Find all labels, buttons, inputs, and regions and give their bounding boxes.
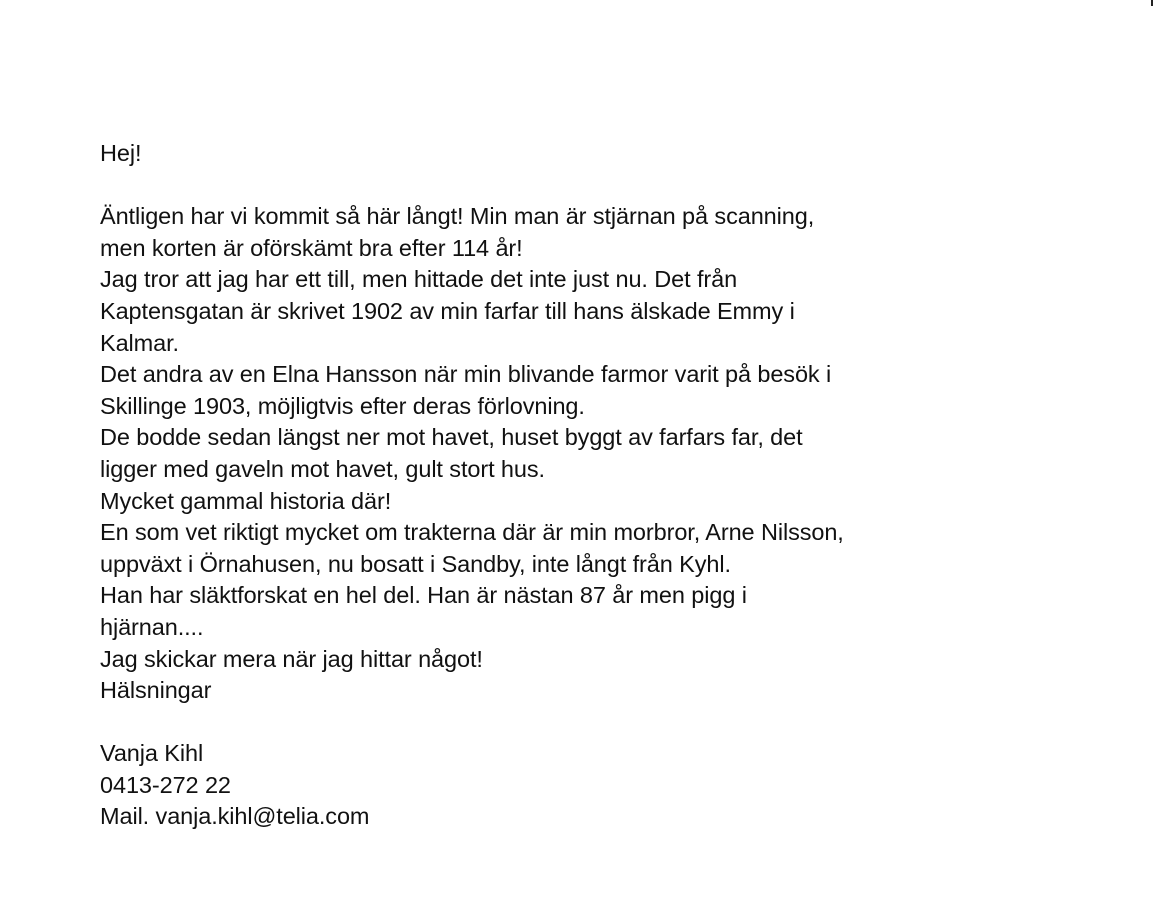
body-line: Mycket gammal historia där! — [100, 487, 392, 514]
body-line: En som vet riktigt mycket om trakterna där är min morbror, Arne Nilsson, — [100, 519, 844, 546]
body-line: men korten är oförskämt bra efter 114 år! — [100, 234, 523, 261]
body-line: ligger med gaveln mot havet, gult stort hus. — [100, 455, 545, 482]
greeting: Hej! — [100, 140, 142, 166]
body-line: De bodde sedan längst ner mot havet, huset byggt av farfars far, det — [100, 424, 803, 451]
signature-phone: 0413-272 22 — [100, 771, 231, 798]
body-line: Äntligen har vi kommit så här långt! Min man är stjärnan på scanning, — [100, 203, 815, 230]
closing: Hälsningar — [100, 677, 212, 704]
body-line: Jag tror att jag har ett till, men hittade det inte just nu. Det från — [100, 266, 738, 293]
signature-email: Mail. vanja.kihl@telia.com — [100, 803, 370, 830]
body-line: Han har släktforskat en hel del. Han är nästan 87 år men pigg i — [100, 582, 747, 609]
body-line: Kalmar. — [100, 329, 179, 356]
signature-name: Vanja Kihl — [100, 740, 204, 767]
body-line: Skillinge 1903, möjligtvis efter deras förlovning. — [100, 392, 585, 419]
blank-line — [100, 707, 1100, 739]
body-line: Det andra av en Elna Hansson när min blivande farmor varit på besök i — [100, 361, 832, 388]
blank-line — [100, 170, 1100, 202]
body-line: hjärnan.... — [100, 613, 204, 640]
letter-text — [100, 138, 1100, 833]
body-line: uppväxt i Örnahusen, nu bosatt i Sandby, inte långt från Kyhl. — [100, 550, 731, 577]
body-line: Jag skickar mera när jag hittar något! — [100, 645, 483, 672]
body-line: Kaptensgatan är skrivet 1902 av min farfar till hans älskade Emmy i — [100, 297, 795, 324]
